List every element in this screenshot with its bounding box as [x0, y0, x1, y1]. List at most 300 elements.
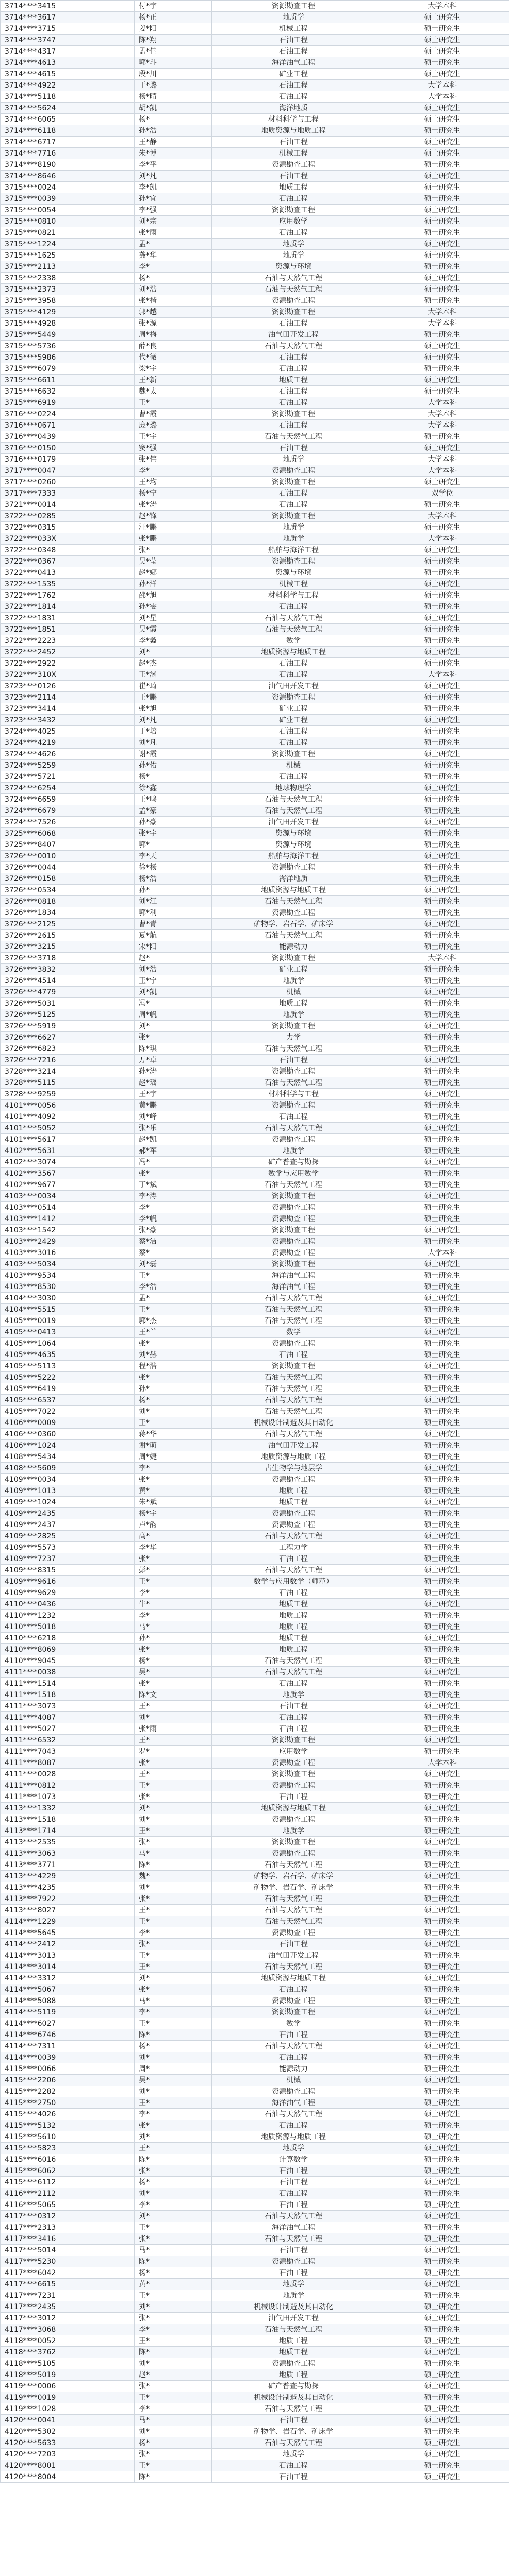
- table-row: [1, 1043, 509, 1055]
- name-cell: 付*宇: [135, 1, 212, 12]
- name-cell: 马*: [135, 2415, 212, 2426]
- education-cell: 硕士研究生: [375, 2018, 509, 2029]
- education-cell: 硕士研究生: [375, 2075, 509, 2086]
- major-cell: 材料科学与工程: [212, 590, 375, 601]
- table-row: [1, 1225, 509, 1236]
- major-cell: 海洋油气工程: [212, 2222, 375, 2233]
- name-cell: 谢*霞: [135, 749, 212, 760]
- table-row: [1, 454, 509, 465]
- table-row: [1, 1871, 509, 1882]
- table-row: [1, 1882, 509, 1893]
- major-cell: 石油工程: [212, 137, 375, 148]
- major-cell: 石油与天然气工程: [212, 1531, 375, 1542]
- table-row: [1, 2211, 509, 2222]
- id-number-cell: 4115****2206: [1, 2075, 135, 2086]
- education-cell: 硕士研究生: [375, 2471, 509, 2483]
- major-cell: 资源勘查工程: [212, 1191, 375, 1202]
- id-number-cell: 3715****4928: [1, 318, 135, 329]
- name-cell: 王*: [135, 1270, 212, 1281]
- name-cell: 张*: [135, 1644, 212, 1655]
- id-number-cell: 3726****5125: [1, 1009, 135, 1021]
- major-cell: 机械工程: [212, 579, 375, 590]
- education-cell: 硕士研究生: [375, 1701, 509, 1712]
- major-cell: 石油工程: [212, 1701, 375, 1712]
- id-number-cell: 4114****6027: [1, 2018, 135, 2029]
- major-cell: 石油与天然气工程: [212, 2211, 375, 2222]
- table-row: [1, 2131, 509, 2143]
- education-cell: 硕士研究生: [375, 182, 509, 193]
- education-cell: 硕士研究生: [375, 885, 509, 896]
- table-row: [1, 2154, 509, 2165]
- table-row: [1, 635, 509, 647]
- table-row: [1, 1417, 509, 1429]
- name-cell: 张*: [135, 2233, 212, 2245]
- education-cell: 硕士研究生: [375, 760, 509, 771]
- name-cell: 王*: [135, 1961, 212, 1973]
- table-row: [1, 828, 509, 839]
- name-cell: 杨*浩: [135, 873, 212, 885]
- education-cell: 硕士研究生: [375, 1372, 509, 1383]
- education-cell: 大学本科: [375, 669, 509, 681]
- id-number-cell: 4111****6532: [1, 1735, 135, 1746]
- id-number-cell: 4102****9677: [1, 1179, 135, 1191]
- id-number-cell: 4109****7237: [1, 1553, 135, 1565]
- name-cell: 王*: [135, 2018, 212, 2029]
- table-row: [1, 2109, 509, 2120]
- education-cell: 硕士研究生: [375, 2437, 509, 2449]
- education-cell: 硕士研究生: [375, 987, 509, 998]
- table-row: [1, 907, 509, 919]
- table-row: [1, 2233, 509, 2245]
- table-row: [1, 760, 509, 771]
- table-row: [1, 1950, 509, 1961]
- table-row: [1, 941, 509, 953]
- table-row: [1, 137, 509, 148]
- education-cell: 硕士研究生: [375, 1905, 509, 1916]
- table-row: [1, 1236, 509, 1247]
- table-row: [1, 737, 509, 749]
- major-cell: 资源勘查工程: [212, 1, 375, 12]
- id-number-cell: 3723****2114: [1, 692, 135, 703]
- name-cell: 薛*良: [135, 341, 212, 352]
- name-cell: 张*乐: [135, 1123, 212, 1134]
- id-number-cell: 3714****4922: [1, 80, 135, 91]
- id-number-cell: 4109****8315: [1, 1565, 135, 1576]
- id-number-cell: 3714****5118: [1, 91, 135, 103]
- id-number-cell: 4102****3567: [1, 1168, 135, 1179]
- id-number-cell: 3715****2373: [1, 284, 135, 295]
- major-cell: 资源与环境: [212, 261, 375, 273]
- table-row: [1, 1712, 509, 1723]
- name-cell: 刘*: [135, 1712, 212, 1723]
- table-row: [1, 250, 509, 261]
- table-row: [1, 12, 509, 23]
- major-cell: 地质资源与地质工程: [212, 1451, 375, 1463]
- name-cell: 陈*: [135, 2347, 212, 2358]
- table-row: [1, 2290, 509, 2301]
- name-cell: 刘*凡: [135, 171, 212, 182]
- education-cell: 硕士研究生: [375, 817, 509, 828]
- table-row: [1, 2007, 509, 2018]
- education-cell: 硕士研究生: [375, 273, 509, 284]
- id-number-cell: 3715****5449: [1, 329, 135, 341]
- education-cell: 硕士研究生: [375, 647, 509, 658]
- major-cell: 地质工程: [212, 182, 375, 193]
- name-cell: 赵*: [135, 2369, 212, 2381]
- table-row: [1, 1701, 509, 1712]
- table-row: [1, 1485, 509, 1497]
- name-cell: 张*源: [135, 318, 212, 329]
- table-row: [1, 1259, 509, 1270]
- education-cell: 硕士研究生: [375, 261, 509, 273]
- table-row: [1, 1565, 509, 1576]
- major-cell: 石油与天然气工程: [212, 1077, 375, 1089]
- name-cell: 张*: [135, 1837, 212, 1848]
- name-cell: 高*: [135, 1531, 212, 1542]
- name-cell: 丁*培: [135, 726, 212, 737]
- major-cell: 地质工程: [212, 2369, 375, 2381]
- major-cell: 石油工程: [212, 658, 375, 669]
- table-row: [1, 1270, 509, 1281]
- major-cell: 石油与天然气工程: [212, 1372, 375, 1383]
- table-row: [1, 2324, 509, 2335]
- education-cell: 硕士研究生: [375, 635, 509, 647]
- major-cell: 石油工程: [212, 363, 375, 375]
- table-row: [1, 148, 509, 159]
- table-row: [1, 2403, 509, 2415]
- id-number-cell: 4115****2750: [1, 2097, 135, 2109]
- name-cell: 张*: [135, 1168, 212, 1179]
- name-cell: 赵*瑶: [135, 1077, 212, 1089]
- table-row: [1, 567, 509, 579]
- name-cell: 刘*浩: [135, 964, 212, 975]
- table-row: [1, 1157, 509, 1168]
- name-cell: 王*: [135, 1769, 212, 1780]
- table-row: [1, 1519, 509, 1531]
- name-cell: 王*: [135, 1950, 212, 1961]
- table-row: [1, 125, 509, 137]
- education-cell: 硕士研究生: [375, 1667, 509, 1678]
- table-row: [1, 1111, 509, 1123]
- id-number-cell: 3715****1625: [1, 250, 135, 261]
- id-number-cell: 4113****2535: [1, 1837, 135, 1848]
- education-cell: 硕士研究生: [375, 1712, 509, 1723]
- education-cell: 硕士研究生: [375, 783, 509, 794]
- table-row: [1, 1304, 509, 1315]
- education-cell: 硕士研究生: [375, 522, 509, 533]
- major-cell: 资源勘查工程: [212, 205, 375, 216]
- major-cell: 石油与天然气工程: [212, 431, 375, 443]
- major-cell: 资源勘查工程: [212, 1134, 375, 1145]
- major-cell: 资源勘查工程: [212, 159, 375, 171]
- name-cell: 刘*: [135, 1021, 212, 1032]
- id-number-cell: 4105****0019: [1, 1315, 135, 1327]
- name-cell: 郭*: [135, 839, 212, 851]
- name-cell: 王*新: [135, 375, 212, 386]
- name-cell: 刘*: [135, 2188, 212, 2199]
- education-cell: 硕士研究生: [375, 2256, 509, 2267]
- education-cell: 大学本科: [375, 80, 509, 91]
- education-cell: 硕士研究生: [375, 1531, 509, 1542]
- education-cell: 硕士研究生: [375, 794, 509, 805]
- id-number-cell: 3715****3958: [1, 295, 135, 307]
- name-cell: 杨*: [135, 1655, 212, 1667]
- name-cell: 王*均: [135, 477, 212, 488]
- name-cell: 王*: [135, 1735, 212, 1746]
- major-cell: 资源勘查工程: [212, 907, 375, 919]
- name-cell: 段*川: [135, 69, 212, 80]
- education-cell: 硕士研究生: [375, 2120, 509, 2131]
- major-cell: 数学: [212, 635, 375, 647]
- major-cell: 石油工程: [212, 669, 375, 681]
- table-row: [1, 1463, 509, 1474]
- name-cell: 程*浩: [135, 1361, 212, 1372]
- education-cell: 大学本科: [375, 511, 509, 522]
- major-cell: 石油与天然气工程: [212, 1905, 375, 1916]
- education-cell: 硕士研究生: [375, 148, 509, 159]
- major-cell: 资源勘查工程: [212, 1100, 375, 1111]
- major-cell: 地质学: [212, 2290, 375, 2301]
- name-cell: 张*: [135, 2165, 212, 2177]
- table-row: [1, 2063, 509, 2075]
- name-cell: 王*: [135, 397, 212, 409]
- education-cell: 硕士研究生: [375, 771, 509, 783]
- education-cell: 硕士研究生: [375, 2324, 509, 2335]
- table-row: [1, 1735, 509, 1746]
- name-cell: 徐*杨: [135, 862, 212, 873]
- major-cell: 地质学: [212, 250, 375, 261]
- id-number-cell: 3715****0039: [1, 193, 135, 205]
- major-cell: 地质资源与地质工程: [212, 1973, 375, 1984]
- table-row: [1, 647, 509, 658]
- name-cell: 吴*: [135, 1667, 212, 1678]
- major-cell: 石油工程: [212, 46, 375, 57]
- education-cell: 硕士研究生: [375, 1123, 509, 1134]
- name-cell: 李*: [135, 1610, 212, 1621]
- name-cell: 王*: [135, 2222, 212, 2233]
- education-cell: 硕士研究生: [375, 2245, 509, 2256]
- name-cell: 刘*: [135, 2052, 212, 2063]
- table-row: [1, 839, 509, 851]
- name-cell: 赵*凯: [135, 1134, 212, 1145]
- id-number-cell: 3724****5721: [1, 771, 135, 783]
- table-row: [1, 998, 509, 1009]
- name-cell: 刘*: [135, 1973, 212, 1984]
- education-cell: 硕士研究生: [375, 2165, 509, 2177]
- table-row: [1, 1361, 509, 1372]
- table-row: [1, 1383, 509, 1395]
- education-cell: 硕士研究生: [375, 2188, 509, 2199]
- education-cell: 大学本科: [375, 533, 509, 545]
- id-number-cell: 3722****1831: [1, 613, 135, 624]
- major-cell: 石油与天然气工程: [212, 2041, 375, 2052]
- education-cell: 硕士研究生: [375, 193, 509, 205]
- table-row: [1, 1576, 509, 1587]
- table-row: [1, 533, 509, 545]
- table-row: [1, 1327, 509, 1338]
- major-cell: 石油工程: [212, 397, 375, 409]
- education-cell: 双学位: [375, 488, 509, 499]
- education-cell: 硕士研究生: [375, 2313, 509, 2324]
- major-cell: 石油与天然气工程: [212, 1859, 375, 1871]
- id-number-cell: 3722****1851: [1, 624, 135, 635]
- table-row: [1, 477, 509, 488]
- id-number-cell: 4118****3762: [1, 2347, 135, 2358]
- id-number-cell: 4110****9045: [1, 1655, 135, 1667]
- major-cell: 古生物学与地层学: [212, 1463, 375, 1474]
- table-row: [1, 1644, 509, 1655]
- education-cell: 硕士研究生: [375, 567, 509, 579]
- id-number-cell: 3716****0150: [1, 443, 135, 454]
- major-cell: 机械: [212, 2075, 375, 2086]
- name-cell: 王*: [135, 1417, 212, 1429]
- major-cell: 资源勘查工程: [212, 1837, 375, 1848]
- name-cell: 刘*: [135, 1803, 212, 1814]
- education-cell: 硕士研究生: [375, 1270, 509, 1281]
- name-cell: 牛*: [135, 1599, 212, 1610]
- education-cell: 硕士研究生: [375, 1406, 509, 1417]
- education-cell: 硕士研究生: [375, 375, 509, 386]
- major-cell: 石油与天然气工程: [212, 1961, 375, 1973]
- id-number-cell: 3715****1224: [1, 239, 135, 250]
- id-number-cell: 4114****3013: [1, 1950, 135, 1961]
- major-cell: 石油工程: [212, 2029, 375, 2041]
- id-number-cell: 4105****6537: [1, 1395, 135, 1406]
- id-number-cell: 4103****1412: [1, 1213, 135, 1225]
- table-row: [1, 2097, 509, 2109]
- education-cell: 硕士研究生: [375, 1565, 509, 1576]
- table-row: [1, 1, 509, 12]
- table-row: [1, 2199, 509, 2211]
- id-number-cell: 4103****2429: [1, 1236, 135, 1247]
- major-cell: 石油工程: [212, 1678, 375, 1689]
- id-number-cell: 3716****0439: [1, 431, 135, 443]
- education-cell: 硕士研究生: [375, 2392, 509, 2403]
- education-cell: 硕士研究生: [375, 2301, 509, 2313]
- education-cell: 硕士研究生: [375, 749, 509, 760]
- education-cell: 大学本科: [375, 91, 509, 103]
- major-cell: 石油与天然气工程: [212, 2324, 375, 2335]
- table-row: [1, 2369, 509, 2381]
- id-number-cell: 4118****5019: [1, 2369, 135, 2381]
- table-row: [1, 420, 509, 431]
- id-number-cell: 3724****7526: [1, 817, 135, 828]
- name-cell: 朱*斌: [135, 1497, 212, 1508]
- major-cell: 资源勘查工程: [212, 409, 375, 420]
- education-cell: 硕士研究生: [375, 1327, 509, 1338]
- education-cell: 硕士研究生: [375, 2177, 509, 2188]
- table-row: [1, 1633, 509, 1644]
- table-row: [1, 783, 509, 794]
- id-number-cell: 4116****2112: [1, 2188, 135, 2199]
- table-row: [1, 2222, 509, 2233]
- id-number-cell: 4117****3416: [1, 2233, 135, 2245]
- id-number-cell: 4111****0812: [1, 1780, 135, 1791]
- table-row: [1, 2335, 509, 2347]
- education-cell: 硕士研究生: [375, 2063, 509, 2075]
- education-cell: 硕士研究生: [375, 295, 509, 307]
- id-number-cell: 4114****6746: [1, 2029, 135, 2041]
- education-cell: 硕士研究生: [375, 1213, 509, 1225]
- table-row: [1, 35, 509, 46]
- id-number-cell: 4113****8027: [1, 1905, 135, 1916]
- id-number-cell: 4111****1514: [1, 1678, 135, 1689]
- education-cell: 大学本科: [375, 1757, 509, 1769]
- id-number-cell: 3726****4779: [1, 987, 135, 998]
- major-cell: 矿物学、岩石学、矿床学: [212, 2426, 375, 2437]
- name-cell: 李*凯: [135, 182, 212, 193]
- education-cell: 硕士研究生: [375, 1055, 509, 1066]
- name-cell: 郭*杰: [135, 1315, 212, 1327]
- table-row: [1, 443, 509, 454]
- major-cell: 资源勘查工程: [212, 2256, 375, 2267]
- id-number-cell: 3715****6611: [1, 375, 135, 386]
- table-row: [1, 1746, 509, 1757]
- id-number-cell: 4118****0052: [1, 2335, 135, 2347]
- table-row: [1, 499, 509, 511]
- name-cell: 崔*琦: [135, 681, 212, 692]
- education-cell: 硕士研究生: [375, 2143, 509, 2154]
- education-cell: 硕士研究生: [375, 828, 509, 839]
- major-cell: 石油与天然气工程: [212, 1565, 375, 1576]
- education-cell: 硕士研究生: [375, 1429, 509, 1440]
- major-cell: 矿产普查与勘探: [212, 2381, 375, 2392]
- name-cell: 刘*: [135, 1882, 212, 1893]
- id-number-cell: 3723****3414: [1, 703, 135, 715]
- name-cell: 曹*霞: [135, 409, 212, 420]
- id-number-cell: 3724****5259: [1, 760, 135, 771]
- name-cell: 王*: [135, 1916, 212, 1927]
- major-cell: 石油与天然气工程: [212, 2109, 375, 2120]
- name-cell: 吴*霞: [135, 624, 212, 635]
- name-cell: 周*婕: [135, 1451, 212, 1463]
- name-cell: 张*: [135, 545, 212, 556]
- table-row: [1, 1995, 509, 2007]
- name-cell: 王*: [135, 2143, 212, 2154]
- education-cell: 硕士研究生: [375, 1021, 509, 1032]
- name-cell: 张*楷: [135, 295, 212, 307]
- id-number-cell: 4117****6042: [1, 2267, 135, 2279]
- name-cell: 杨*晴: [135, 91, 212, 103]
- table-row: [1, 873, 509, 885]
- education-cell: 硕士研究生: [375, 2199, 509, 2211]
- id-number-cell: 4113****7922: [1, 1893, 135, 1905]
- table-row: [1, 329, 509, 341]
- id-number-cell: 4113****3063: [1, 1848, 135, 1859]
- major-cell: 石油工程: [212, 2177, 375, 2188]
- name-cell: 陈*: [135, 2029, 212, 2041]
- major-cell: 石油与天然气工程: [212, 1406, 375, 1417]
- table-row: [1, 1723, 509, 1735]
- id-number-cell: 3715****0024: [1, 182, 135, 193]
- major-cell: 资源勘查工程: [212, 2007, 375, 2018]
- id-number-cell: 4103****0514: [1, 1202, 135, 1213]
- id-number-cell: 3715****5986: [1, 352, 135, 363]
- major-cell: 资源勘查工程: [212, 1848, 375, 1859]
- name-cell: 杨*正: [135, 12, 212, 23]
- education-cell: 硕士研究生: [375, 1791, 509, 1803]
- major-cell: 石油工程: [212, 1055, 375, 1066]
- education-cell: 硕士研究生: [375, 159, 509, 171]
- id-number-cell: 4113****1332: [1, 1803, 135, 1814]
- education-cell: 大学本科: [375, 465, 509, 477]
- name-cell: 张*: [135, 1893, 212, 1905]
- name-cell: 胡*凯: [135, 103, 212, 114]
- major-cell: 油气田开发工程: [212, 1440, 375, 1451]
- major-cell: 资源勘查工程: [212, 1995, 375, 2007]
- id-number-cell: 3714****6717: [1, 137, 135, 148]
- education-cell: 硕士研究生: [375, 998, 509, 1009]
